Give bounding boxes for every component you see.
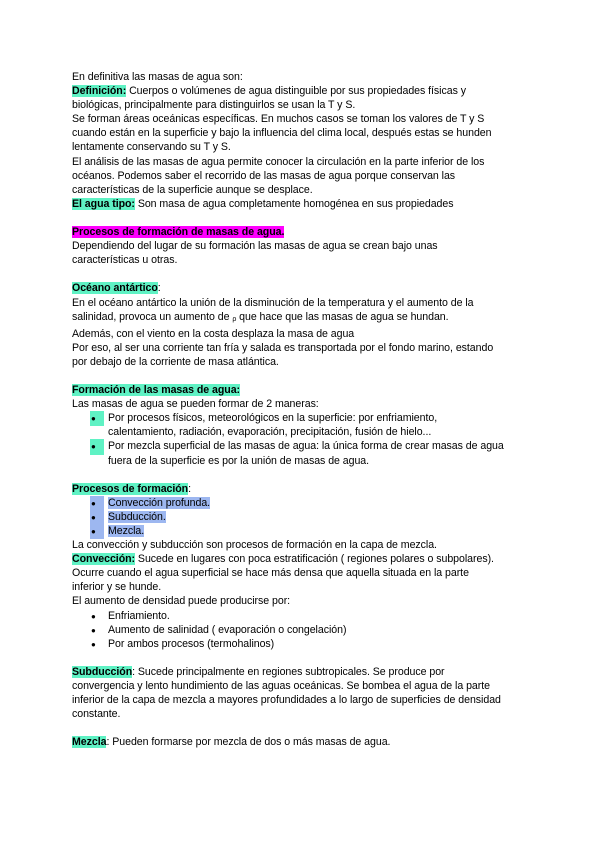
formacion-list: [72, 411, 532, 467]
list-item-continuation: fuera de la superficie es por la unión de masas de agua.: [108, 454, 370, 467]
procesos-formacion-list: [72, 496, 532, 538]
list-item: ● Convección profunda.: [72, 496, 532, 510]
list-item: ● Enfriamiento.: [72, 609, 532, 623]
definicion-label: Definición:: [72, 85, 127, 98]
list-item: ● Por procesos físicos, meteorológicos en la superficie: por enfriamiento,: [72, 411, 532, 425]
rho-symbol: ρ: [232, 315, 237, 323]
list-item: ● Subducción.: [72, 510, 532, 524]
document-page: En definitiva las masas de agua son: Definición: Cuerpos o volúmenes de agua distinguible por sus propiedades físicas y biológicas, principalmente para distinguirlos se usan la T y S. Se forman áreas oceánicas específicas. En muchos casos se toman los valores de T y S cuando están en la superficie y bajo la influencia del clima local, después estas se hunden lentamente conservando su T y S. El análisis de las masas de agua permite conocer la circulación en la parte inferior de los océanos. Podemos saber el recorrido de las masas de agua porque conservan las características de la superficie aunque se desplace. El agua tipo: Son masa de agua completamente homogénea en sus propiedades Procesos de formación de masas de agua. Dependiendo del lugar de su formación las masas de agua se crean bajo unas características u otras. Océano antártico: En el océano antártico la unión de la disminución de la temperatura y el aumento de la salinidad, provoca un aumento de ρ que hace que las masas de agua se hundan. Además, con el viento en la costa desplaza la masa de agua Por eso, al ser una corriente tan fría y salada es transportada por el fondo marino, estando por debajo de la corriente de masa atlántica. Formación de las masas de agua: Las masas de agua se pueden formar de 2 maneras: ● Por procesos físicos, meteorológicos en la superficie: por enfriamiento, calentamiento, radiación, evaporación, precipitación, fusión de hielo... ● Por mezcla superficial de las masas de agua: la única forma de crear masas de agua fuera de la superficie es por la unión de masas de agua. Procesos de formación: ● Convección profunda. ● Subducción. ● Mezcla. La convección y subducción son procesos de formación en la capa de mezcla. Convección: Sucede en lugares con poca estratificación ( regiones polares o subpolares). Ocurre cuando el agua superficial se hace más densa que aquella situada en la parte inferior y se hunde. El aumento de densidad puede producirse por: ● Enfriamiento. ● Aumento de salinidad ( evaporación o congelación) ● Por ambos procesos (termohalinos) Subducción: Sucede principalmente en regiones subtropicales. Se produce por convergencia y lento hundimiento de las aguas oceánicas. Se bombea el agua de la parte inferior de la capa de mezcla a mayores profundidades a lo largo de superficies de densidad constante. Mezcla: Pueden formarse por mezcla de dos o más masas de agua.: [72, 70, 532, 750]
agua-tipo-paragraph: El agua tipo: Son masa de agua completamente homogénea en sus propiedades: [72, 197, 454, 210]
bullet-icon: [90, 510, 104, 525]
list-item-continuation: calentamiento, radiación, evaporación, precipitación, fusión de hielo...: [108, 426, 432, 439]
conveccion-paragraph: Convección: Sucede en lugares con poca estratificación ( regiones polares o subpolares).: [72, 553, 494, 566]
agua-tipo-label: El agua tipo:: [72, 197, 135, 210]
bullet-icon: [90, 411, 104, 426]
definicion-paragraph: Definición: Cuerpos o volúmenes de agua distinguible por sus propiedades físicas y: [72, 85, 466, 98]
bullet-icon: [90, 439, 104, 454]
bullet-icon: [90, 496, 104, 511]
procesos-formacion-heading: Procesos de formación:: [72, 482, 192, 495]
list-item: ● Aumento de salinidad ( evaporación o congelación): [72, 623, 532, 637]
subduccion-paragraph: Subducción: Sucede principalmente en regiones subtropicales. Se produce por: [72, 665, 445, 678]
bullet-icon: [90, 623, 104, 638]
formacion-heading: Formación de las masas de agua:: [72, 384, 241, 397]
antartico-heading: Océano antártico:: [72, 282, 161, 295]
bullet-icon: [90, 524, 104, 539]
intro-line: En definitiva las masas de agua son:: [72, 71, 243, 83]
list-item: ● Por mezcla superficial de las masas de agua: la única forma de crear masas de agua: [72, 439, 532, 453]
conveccion-list: [72, 609, 532, 651]
bullet-icon: [90, 637, 104, 652]
list-item: ● Mezcla.: [72, 524, 532, 538]
list-item: ● Por ambos procesos (termohalinos): [72, 637, 532, 651]
procesos-heading: Procesos de formación de masas de agua.: [72, 226, 285, 239]
bullet-icon: [90, 609, 104, 624]
mezcla-paragraph: Mezcla: Pueden formarse por mezcla de dos o más masas de agua.: [72, 736, 391, 749]
